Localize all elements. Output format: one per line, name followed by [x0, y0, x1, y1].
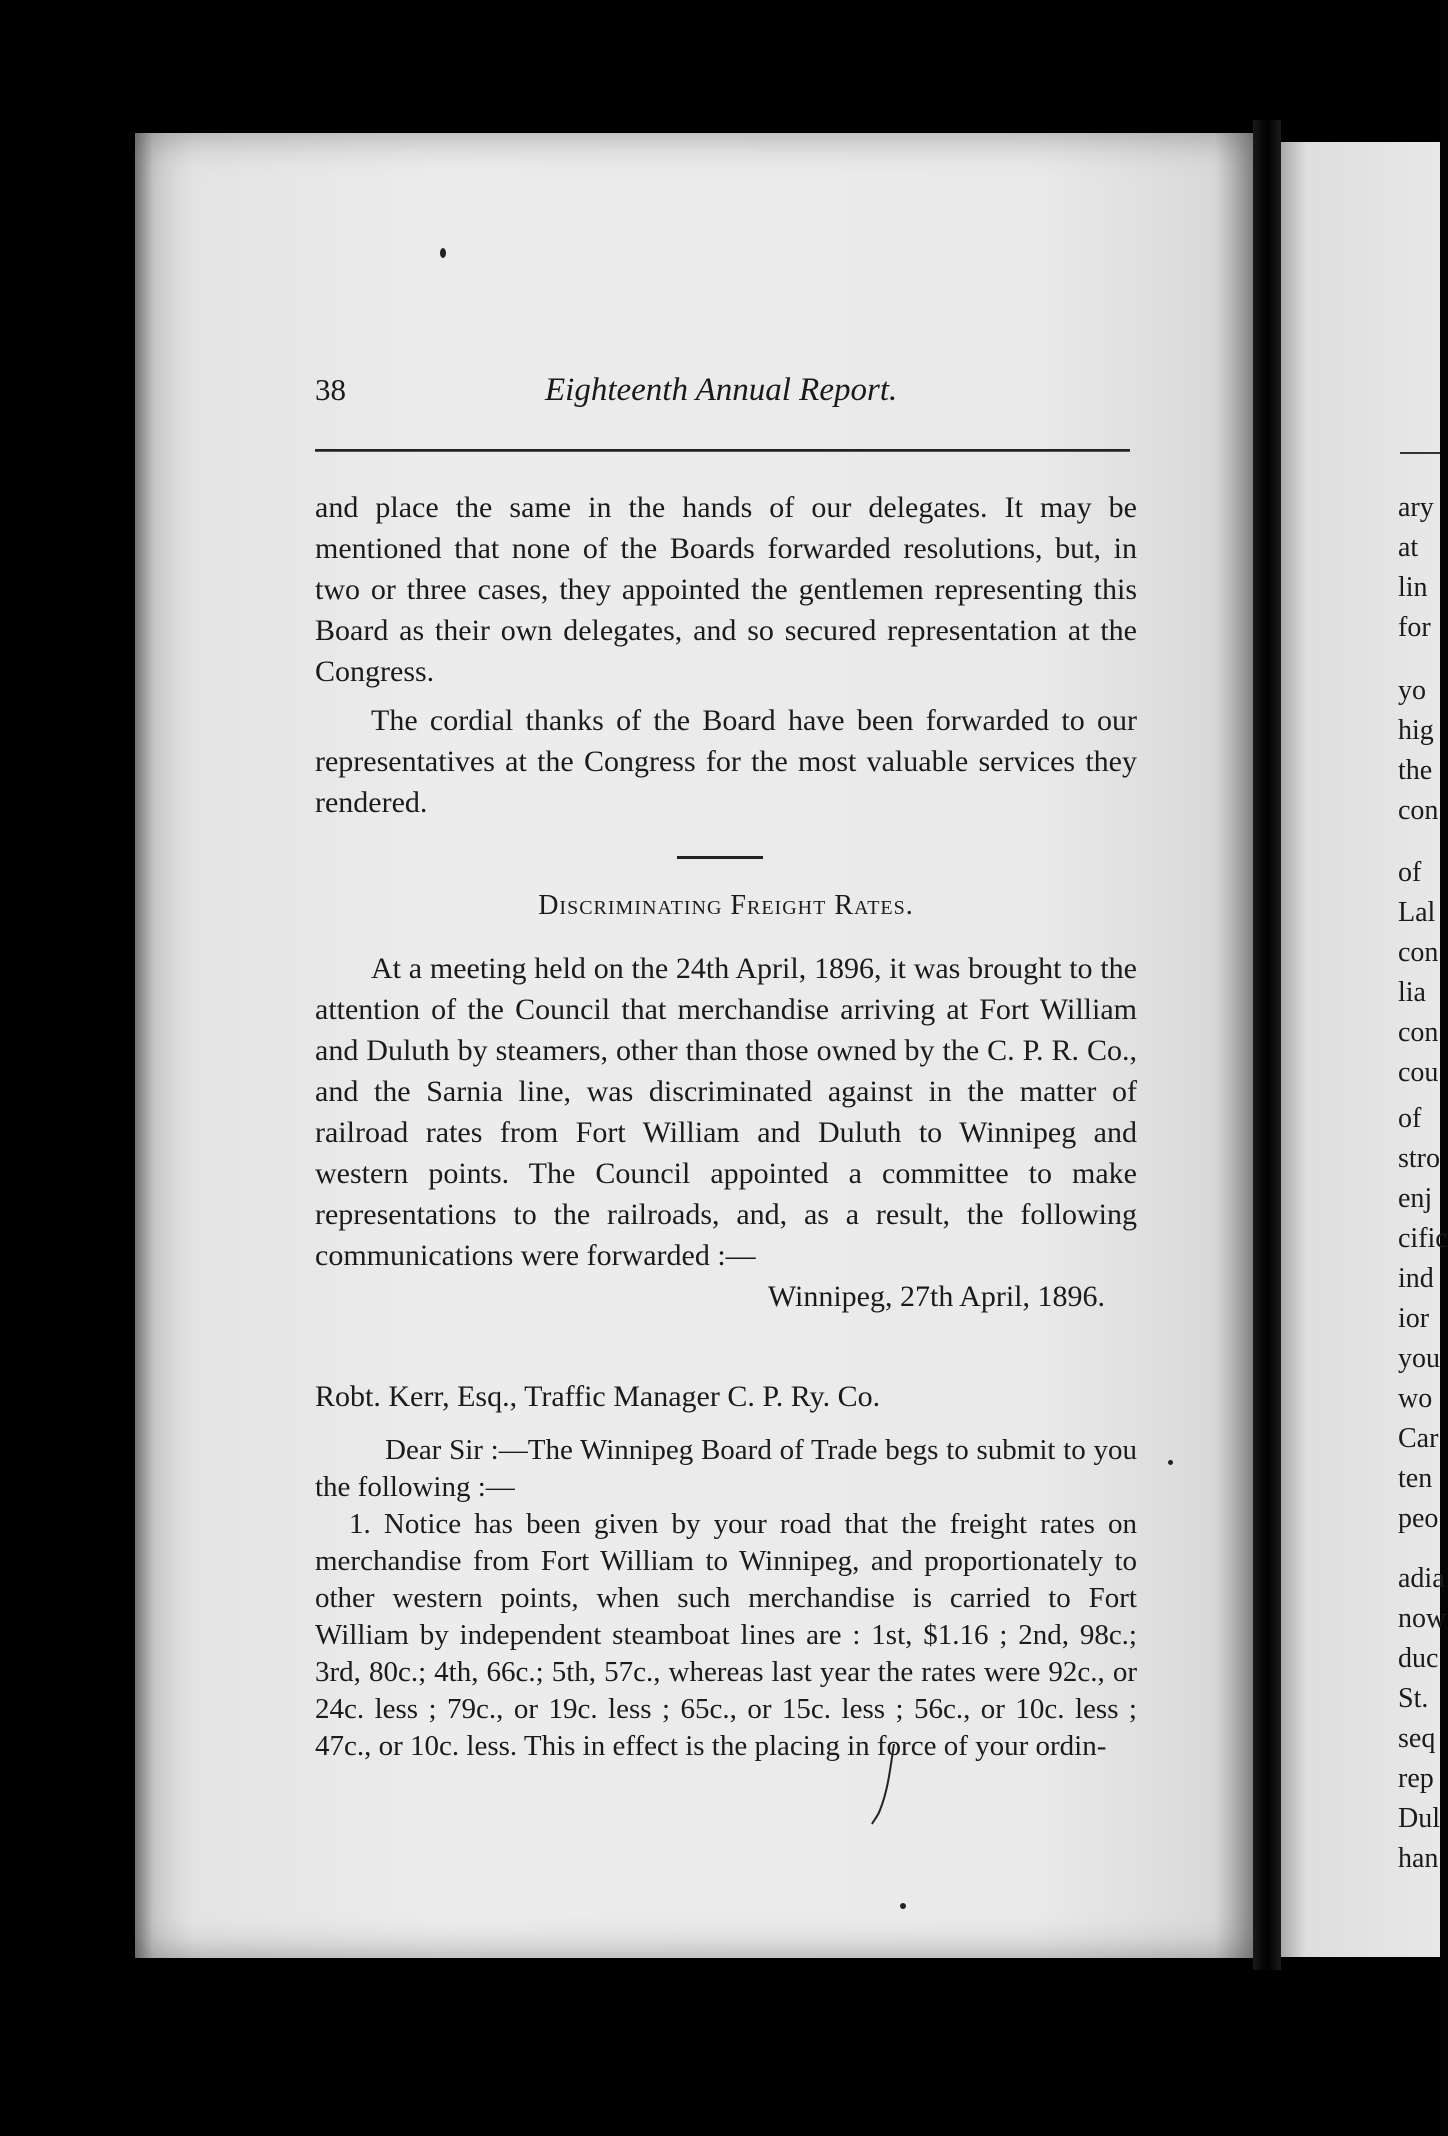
- paragraph-text: and place the same in the hands of our delegates. It may be mentioned that none of the Boards forwarded resolutions, but, in two or three cases, they appointed the gentlemen representing this Board as their own delegates, and so secured representation at the Congress.: [315, 491, 1137, 688]
- letter-addressee: Robt. Kerr, Esq., Traffic Manager C. P. Ry. Co.: [315, 1380, 881, 1413]
- letter-dateline: Winnipeg, 27th April, 1896.: [767, 1280, 1105, 1313]
- facing-page-fragment: con: [1398, 1017, 1439, 1048]
- letter-body: [315, 1432, 1137, 1765]
- facing-page-fragment: Dul: [1398, 1803, 1440, 1834]
- facing-page-fragment: cou: [1398, 1057, 1439, 1088]
- facing-page-fragment: Lal: [1398, 897, 1436, 928]
- paragraph-text: At a meeting held on the 24th April, 1896, it was brought to the attention of the Council that merchandise arriving at Fort William and Duluth by steamers, other than those owned by the C. P. R. Co., and the Sarnia line, was discriminated against in the matter of railroad rates from Fort William and Duluth to Winnipeg and western points. The Council appointed a committee to make representations to the railroads, and, as a result, the following communications were forwarded :—: [315, 952, 1137, 1272]
- facing-page-fragment: ind: [1398, 1263, 1434, 1294]
- facing-page-fragment: of: [1398, 1103, 1422, 1134]
- paragraph-thanks: [315, 700, 1137, 823]
- paragraph-meeting: [315, 948, 1137, 1276]
- section-heading: Discriminating Freight Rates.: [538, 890, 914, 921]
- facing-page-fragment: wo: [1398, 1383, 1433, 1414]
- facing-page-fragment: con: [1398, 937, 1439, 968]
- facing-page-fragment: ior: [1398, 1303, 1430, 1334]
- facing-page-fragment: for: [1398, 612, 1431, 643]
- facing-page-fragment: lin: [1398, 572, 1428, 603]
- paragraph-text: The cordial thanks of the Board have been forwarded to our representatives at the Congress for the most valuable services they rendered.: [315, 704, 1137, 819]
- facing-page-fragment: of: [1398, 857, 1422, 888]
- facing-page-fragment: the: [1398, 755, 1433, 786]
- facing-page-fragment: St.: [1398, 1683, 1429, 1714]
- running-head: Eighteenth Annual Report.: [545, 372, 898, 408]
- facing-page-fragment: seq: [1398, 1723, 1436, 1754]
- pen-mark: [866, 1740, 906, 1830]
- facing-page-fragment: now: [1398, 1603, 1447, 1634]
- facing-page-fragment: lia: [1398, 977, 1426, 1008]
- facing-page-fragment: ten: [1398, 1463, 1433, 1494]
- facing-page-fragment: cific: [1398, 1223, 1448, 1254]
- facing-page-fragment: peo: [1398, 1503, 1439, 1534]
- speck: [900, 1903, 906, 1909]
- page-header: [315, 372, 1135, 422]
- facing-page-fragment: at: [1398, 532, 1419, 563]
- facing-page-fragment: duc: [1398, 1643, 1439, 1674]
- paragraph-continuation: [315, 487, 1137, 692]
- page-number: 38: [315, 372, 346, 407]
- facing-page-fragment: con: [1398, 795, 1439, 826]
- letter-salutation: Dear Sir :—The Winnipeg Board of Trade begs to submit to you the following :—: [315, 1434, 1137, 1503]
- facing-page-fragment: you: [1398, 1343, 1440, 1374]
- facing-page-fragment: adia: [1398, 1563, 1445, 1594]
- facing-page-fragment: yo: [1398, 675, 1426, 706]
- facing-page-fragment: Car: [1398, 1423, 1439, 1454]
- speck: [440, 248, 446, 258]
- facing-page-fragment: rep: [1398, 1763, 1434, 1794]
- facing-page-fragment: han: [1398, 1843, 1439, 1874]
- section-divider: [677, 856, 763, 859]
- book-gutter: [1253, 120, 1281, 1970]
- facing-page-fragment: ary: [1398, 492, 1434, 523]
- letter-item-1: 1. Notice has been given by your road that the freight rates on merchandise from Fort William to Winnipeg, and proportionately to other western points, when such merchandise is carried to Fort William by independent steamboat lines are : 1st, $1.16 ; 2nd, 98c.; 3rd, 80c.; 4th, 66c.; 5th, 57c., whereas last year the rates were 92c., or 24c. less ; 79c., or 19c. less ; 65c., or 15c. less ; 56c., or 10c. less ; 47c., or 10c. less. This in effect is the placing in force of your ordin-: [315, 1508, 1137, 1762]
- facing-page-fragment: hig: [1398, 715, 1434, 746]
- header-rule: [315, 449, 1130, 452]
- facing-page-text: [1398, 0, 1448, 2136]
- facing-page-fragment: stro: [1398, 1143, 1440, 1174]
- facing-page-fragment: enj: [1398, 1183, 1433, 1214]
- speck: [1168, 1460, 1173, 1465]
